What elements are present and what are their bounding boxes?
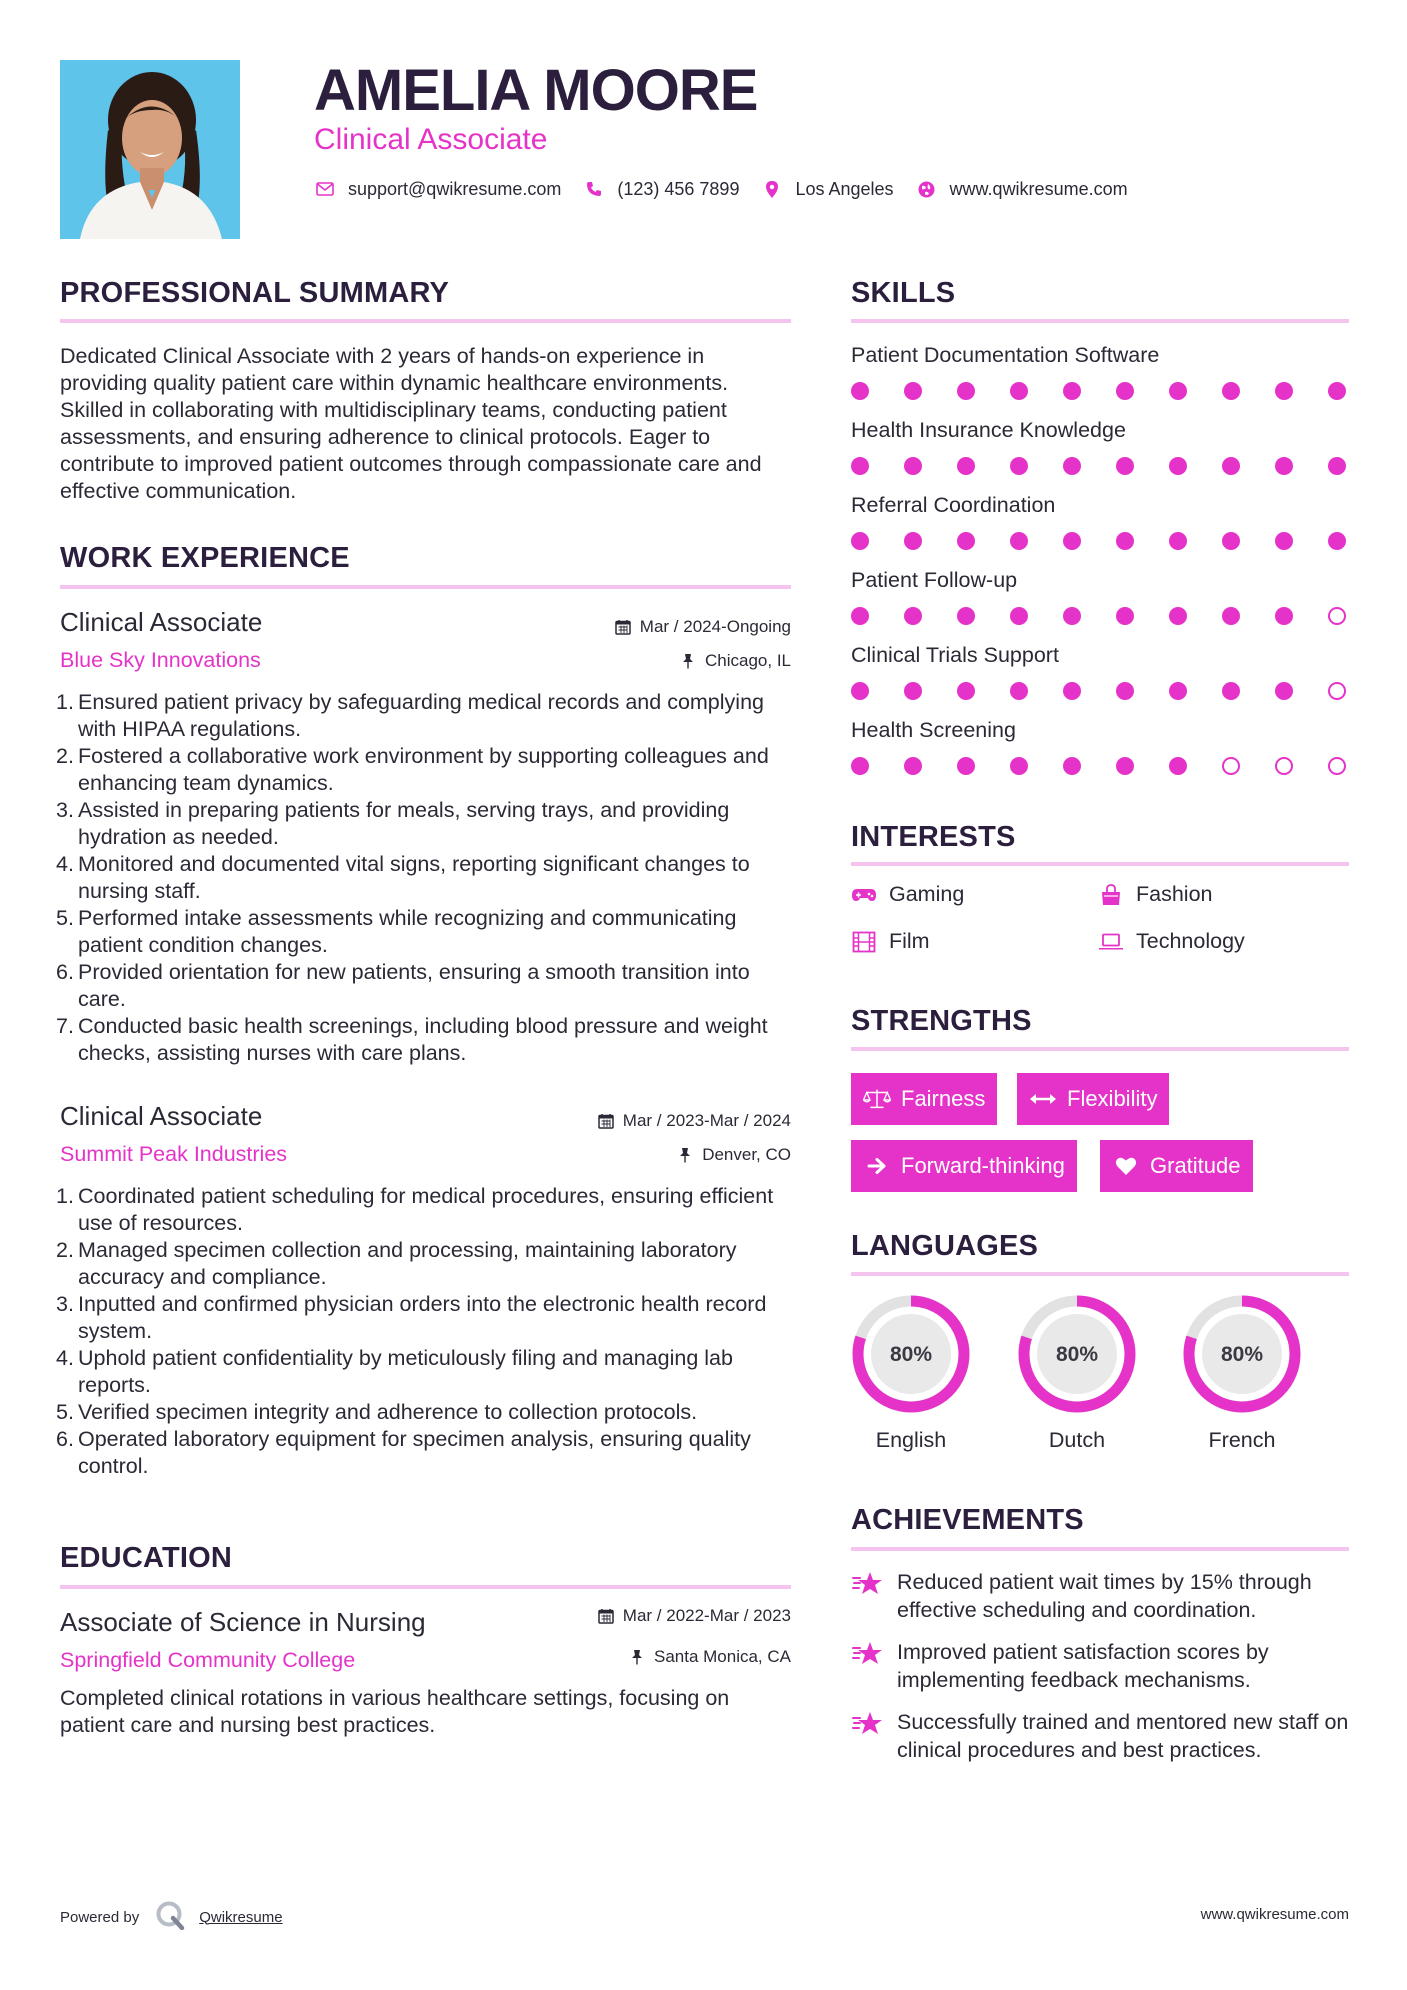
rating-dot-filled <box>1116 757 1134 775</box>
education-dates <box>597 1605 791 1627</box>
interest-item <box>1098 929 1245 954</box>
strength-label: Forward-thinking <box>901 1153 1065 1178</box>
list-item: 2. Fostered a collaborative work environment by supporting colleagues and enhancing team dynamics. <box>56 744 769 795</box>
qwikresume-logo-icon <box>155 1900 185 1934</box>
strength-tag <box>851 1073 997 1125</box>
rating-dot-filled <box>851 532 869 550</box>
rating-dot-filled <box>1169 607 1187 625</box>
strength-tag <box>851 1140 1077 1192</box>
rating-dot-filled <box>957 607 975 625</box>
trophy-star-icon <box>851 1708 885 1736</box>
contact-email[interactable] <box>314 178 561 200</box>
interests-divider <box>851 862 1349 866</box>
job-dates-text: Mar / 2024-Ongoing <box>639 617 791 636</box>
language-name: English <box>875 1428 947 1452</box>
rating-dot-filled <box>1010 682 1028 700</box>
rating-dot-filled <box>1010 757 1028 775</box>
candidate-role: Clinical Associate <box>314 123 548 156</box>
skill-name: Patient Follow-up <box>851 568 1018 592</box>
rating-dot-filled <box>1222 682 1240 700</box>
interest-label: Fashion <box>1136 882 1213 906</box>
rating-dot-filled <box>1328 532 1346 550</box>
strength-label: Gratitude <box>1150 1153 1241 1178</box>
interest-label: Film <box>889 929 930 953</box>
skills-heading: SKILLS <box>851 277 956 309</box>
language-percent: 80% <box>1220 1343 1264 1366</box>
skills-divider <box>851 319 1349 323</box>
rating-dot-filled <box>1063 532 1081 550</box>
rating-dot-empty <box>1328 607 1346 625</box>
rating-dot-filled <box>1116 682 1134 700</box>
job-responsibilities <box>56 1183 796 1480</box>
rating-dot-filled <box>904 757 922 775</box>
rating-dot-empty <box>1222 757 1240 775</box>
rating-dot-filled <box>1063 682 1081 700</box>
job-location-text: Chicago, IL <box>705 651 791 670</box>
heart-icon <box>1112 1154 1140 1178</box>
footer-website[interactable]: www.qwikresume.com <box>1200 1906 1349 1923</box>
job-dates <box>597 1110 791 1132</box>
language-name: French <box>1208 1428 1276 1452</box>
rating-dot-filled <box>904 382 922 400</box>
rating-dot-filled <box>1063 757 1081 775</box>
skill-rating <box>851 382 1351 402</box>
achievement-item: Improved patient satisfaction scores by implementing feedback mechanisms. <box>851 1638 1351 1694</box>
skill-name: Patient Documentation Software <box>851 343 1160 367</box>
job-responsibilities <box>56 689 796 1067</box>
strength-tag <box>1017 1073 1169 1125</box>
balance-scale-icon <box>863 1087 891 1111</box>
rating-dot-filled <box>851 457 869 475</box>
job-location <box>679 650 791 672</box>
candidate-name: AMELIA MOORE <box>314 58 758 123</box>
rating-dot-filled <box>1169 382 1187 400</box>
arrows-horizontal-icon <box>1029 1087 1057 1111</box>
strength-tag <box>1100 1140 1253 1192</box>
shopping-bag-icon <box>1098 884 1124 906</box>
rating-dot-filled <box>957 457 975 475</box>
rating-dot-filled <box>904 607 922 625</box>
language-progress-ring <box>1180 1292 1304 1416</box>
interest-item <box>851 929 930 954</box>
list-item: 1. Coordinated patient scheduling for medical procedures, ensuring efficient use of resources. <box>56 1184 774 1235</box>
interest-label: Technology <box>1136 929 1245 953</box>
skill-rating <box>851 757 1351 777</box>
skill-name: Referral Coordination <box>851 493 1056 517</box>
list-item: 6. Operated laboratory equipment for specimen analysis, ensuring quality control. <box>56 1427 751 1478</box>
contact-website[interactable] <box>916 178 1128 200</box>
profile-photo <box>60 60 240 239</box>
education-location-text: Santa Monica, CA <box>653 1647 791 1666</box>
summary-divider <box>60 319 791 323</box>
contact-website-text: www.qwikresume.com <box>949 178 1128 199</box>
rating-dot-filled <box>1063 607 1081 625</box>
rating-dot-empty <box>1328 757 1346 775</box>
rating-dot-filled <box>1275 382 1293 400</box>
contact-location <box>761 178 893 200</box>
rating-dot-filled <box>957 757 975 775</box>
map-pin-icon <box>761 178 783 200</box>
achievements-divider <box>851 1547 1349 1551</box>
rating-dot-filled <box>904 532 922 550</box>
rating-dot-filled <box>1116 607 1134 625</box>
skill-rating <box>851 682 1351 702</box>
list-item: 1. Ensured patient privacy by safeguarding medical records and complying with HIPAA regulations. <box>56 690 764 741</box>
rating-dot-filled <box>851 382 869 400</box>
experience-heading: WORK EXPERIENCE <box>60 542 350 574</box>
rating-dot-filled <box>957 532 975 550</box>
footer-powered-by <box>60 1900 283 1934</box>
summary-heading: PROFESSIONAL SUMMARY <box>60 277 450 309</box>
contact-phone-text: (123) 456 7899 <box>617 178 740 199</box>
rating-dot-filled <box>1169 682 1187 700</box>
language-name: Dutch <box>1048 1428 1106 1452</box>
achievement-item: Successfully trained and mentored new staff on clinical procedures and best practices. <box>851 1708 1351 1764</box>
list-item: 5. Performed intake assessments while recognizing and communicating patient condition changes. <box>56 906 737 957</box>
list-item: 4. Monitored and documented vital signs, reporting significant changes to nursing staff. <box>56 852 750 903</box>
strength-label: Fairness <box>901 1086 986 1111</box>
envelope-icon <box>314 178 336 200</box>
rating-dot-filled <box>1169 757 1187 775</box>
rating-dot-filled <box>1116 532 1134 550</box>
pushpin-icon <box>679 652 697 670</box>
job-dates <box>614 616 791 638</box>
rating-dot-filled <box>1222 457 1240 475</box>
rating-dot-filled <box>1275 457 1293 475</box>
contact-email-text: support@qwikresume.com <box>348 178 562 199</box>
contact-bar <box>314 178 1150 200</box>
experience-divider <box>60 585 791 589</box>
language-item <box>849 1292 973 1453</box>
contact-location-text: Los Angeles <box>795 178 894 199</box>
pushpin-icon <box>628 1648 646 1666</box>
list-item: 4. Uphold patient confidentiality by meticulously filing and managing lab reports. <box>56 1346 733 1397</box>
rating-dot-filled <box>1222 382 1240 400</box>
rating-dot-filled <box>957 382 975 400</box>
list-item: 5. Verified specimen integrity and adherence to collection protocols. <box>56 1400 698 1424</box>
contact-phone[interactable] <box>583 178 739 200</box>
language-percent: 80% <box>1055 1343 1099 1366</box>
film-icon <box>851 931 877 953</box>
interest-item <box>1098 882 1213 907</box>
education-description: Completed clinical rotations in various healthcare settings, focusing on patient care and nursing best practices. <box>60 1686 730 1737</box>
rating-dot-filled <box>1275 607 1293 625</box>
trophy-star-icon <box>851 1638 885 1666</box>
calendar-icon <box>597 1607 615 1625</box>
globe-icon <box>916 178 938 200</box>
list-item: 3. Assisted in preparing patients for meals, serving trays, and providing hydration as needed. <box>56 798 730 849</box>
rating-dot-filled <box>1275 682 1293 700</box>
rating-dot-empty <box>1275 757 1293 775</box>
rating-dot-filled <box>1116 382 1134 400</box>
rating-dot-filled <box>1169 532 1187 550</box>
skill-name: Health Screening <box>851 718 1016 742</box>
job-title: Clinical Associate <box>60 1101 263 1131</box>
rating-dot-filled <box>851 607 869 625</box>
job-company: Summit Peak Industries <box>60 1142 288 1166</box>
languages-divider <box>851 1272 1349 1276</box>
education-dates-text: Mar / 2022-Mar / 2023 <box>622 1606 791 1625</box>
pushpin-icon <box>676 1146 694 1164</box>
job-location-text: Denver, CO <box>702 1145 791 1164</box>
calendar-icon <box>597 1112 615 1130</box>
strengths-divider <box>851 1047 1349 1051</box>
job-company: Blue Sky Innovations <box>60 648 261 672</box>
summary-text: Dedicated Clinical Associate with 2 years of hands-on experience in providing quality patient care within dynamic healthcare environments. Skilled in collaborating with multidisciplinary teams, conducting patient assessments, and ensuring adherence to clinical protocols. Eager to contribute to improved patient outcomes through compassionate care and effective communication. <box>60 344 762 503</box>
rating-dot-filled <box>957 682 975 700</box>
job-title: Clinical Associate <box>60 607 263 637</box>
language-progress-ring <box>1015 1292 1139 1416</box>
education-heading: EDUCATION <box>60 1542 233 1574</box>
language-percent: 80% <box>889 1343 933 1366</box>
arrow-right-icon <box>863 1154 891 1178</box>
phone-icon <box>583 178 605 200</box>
rating-dot-filled <box>1116 457 1134 475</box>
strengths-heading: STRENGTHS <box>851 1005 1032 1037</box>
strength-label: Flexibility <box>1067 1086 1158 1111</box>
list-item: 3. Inputted and confirmed physician orders into the electronic health record system. <box>56 1292 767 1343</box>
skill-rating <box>851 607 1351 627</box>
rating-dot-filled <box>1010 457 1028 475</box>
education-location <box>628 1646 791 1668</box>
rating-dot-filled <box>1063 457 1081 475</box>
languages-heading: LANGUAGES <box>851 1230 1039 1262</box>
rating-dot-filled <box>904 457 922 475</box>
interest-item <box>851 882 964 907</box>
calendar-icon <box>614 618 632 636</box>
language-item <box>1180 1292 1304 1453</box>
skill-rating <box>851 457 1351 477</box>
qwikresume-link[interactable]: Qwikresume <box>199 1908 283 1926</box>
trophy-star-icon <box>851 1568 885 1596</box>
achievement-item: Reduced patient wait times by 15% through effective scheduling and coordination. <box>851 1568 1351 1624</box>
education-divider <box>60 1585 791 1589</box>
skill-name: Clinical Trials Support <box>851 643 1059 667</box>
job-location <box>676 1144 791 1166</box>
rating-dot-filled <box>1010 532 1028 550</box>
education-school: Springfield Community College <box>60 1648 356 1672</box>
achievements-heading: ACHIEVEMENTS <box>851 1504 1084 1536</box>
list-item: 2. Managed specimen collection and processing, maintaining laboratory accuracy and compliance. <box>56 1238 737 1289</box>
rating-dot-filled <box>1328 382 1346 400</box>
interest-label: Gaming <box>889 882 965 906</box>
education-degree: Associate of Science in Nursing <box>60 1607 426 1637</box>
list-item: 6. Provided orientation for new patients, ensuring a smooth transition into care. <box>56 960 750 1011</box>
rating-dot-filled <box>1063 382 1081 400</box>
list-item: 7. Conducted basic health screenings, including blood pressure and weight checks, assisting nurses with care plans. <box>56 1014 768 1065</box>
rating-dot-filled <box>1222 607 1240 625</box>
rating-dot-filled <box>1010 607 1028 625</box>
rating-dot-filled <box>851 757 869 775</box>
rating-dot-filled <box>1222 532 1240 550</box>
rating-dot-filled <box>904 682 922 700</box>
rating-dot-filled <box>1010 382 1028 400</box>
rating-dot-filled <box>851 682 869 700</box>
language-item <box>1015 1292 1139 1453</box>
job-dates-text: Mar / 2023-Mar / 2024 <box>622 1111 791 1130</box>
gamepad-icon <box>851 884 877 906</box>
language-progress-ring <box>849 1292 973 1416</box>
interests-heading: INTERESTS <box>851 821 1016 853</box>
rating-dot-filled <box>1275 532 1293 550</box>
skill-name: Health Insurance Knowledge <box>851 418 1126 442</box>
skill-rating <box>851 532 1351 552</box>
laptop-icon <box>1098 931 1124 953</box>
rating-dot-empty <box>1328 682 1346 700</box>
rating-dot-filled <box>1169 457 1187 475</box>
rating-dot-filled <box>1328 457 1346 475</box>
powered-by-text: Powered by <box>60 1908 140 1926</box>
